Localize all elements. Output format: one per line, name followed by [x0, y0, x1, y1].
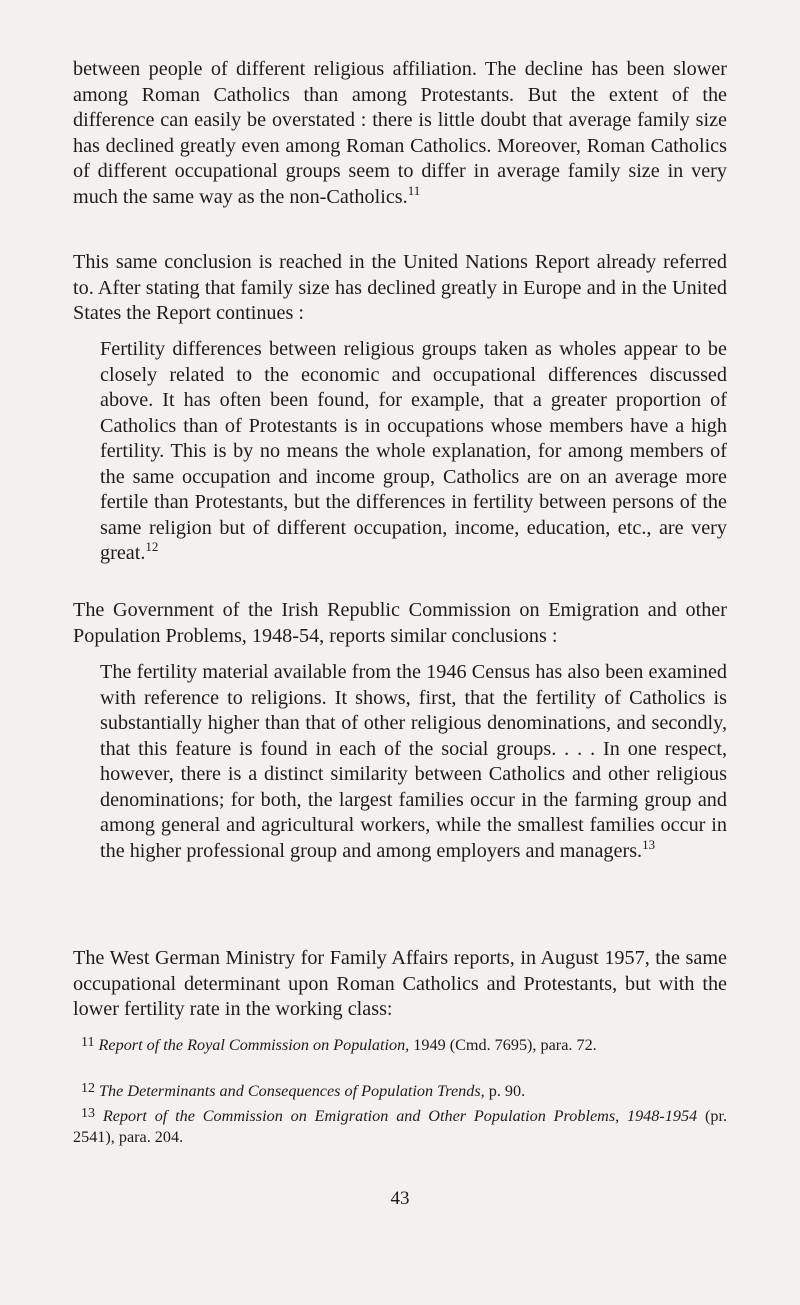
- paragraph-1: between people of different religious affiliation. The decline has been slower among Roman Catholics than among Protestants. But the extent of the difference can easily be overstated : there is little doubt that average family size has declined greatly even among Roman Catholics. Moreover, Roman Catholics of different occupational groups seem to differ in average family size in very much the same way as the non-Catholics.$^{11}$: [73, 58, 727, 208]
- footnote-ref-13: 13: [642, 836, 656, 852]
- paragraph-2: This same conclusion is reached in the United Nations Report already referred to. After stating that family size has declined greatly in Europe and in the United States the Report continues :: [73, 251, 727, 324]
- paragraph-4: The West German Ministry for Family Affairs reports, in August 1957, the same occupational determinant upon Roman Catholics and Protestants, but with the lower fertility rate in the working class:: [73, 947, 727, 1020]
- paragraph-3: The Government of the Irish Republic Commission on Emigration and other Population Problems, 1948-54, reports similar conclusions :: [73, 599, 727, 647]
- footnote-12: 12 The Determinants and Consequences of Population Trends, p. 90.: [81, 1081, 526, 1100]
- page-number: 43: [390, 1188, 410, 1209]
- footnote-ref-11: 11: [407, 182, 421, 198]
- block-quote-un-report: Fertility differences between religious groups taken as wholes appear to be closely related to the economic and occupational differences discussed above. It has often been found, for example, that a greater proportion of Catholics than of Protestants is in occupations whose members have a high fertility. This is by no means the whole explanation, for among members of the same occupation and income group, Catholics are on an average more fertile than Protestants, but the differences in fertility between persons of the same religion but of different occupation, income, education, etc., are very great.$^{12}$: [100, 338, 727, 564]
- block-quote-irish-commission: The fertility material available from the 1946 Census has also been examined with reference to religions. It shows, first, that the fertility of Catholics is substantially higher than that of other religious denominations, and secondly, that this feature is found in each of the social groups. . . . In one respect, however, there is a distinct similarity between Catholics and other religious denominations; for both, the largest families occur in the farming group and among general and agricultural workers, while the smallest families occur in the higher professional group and among employers and managers.$^{13}$: [100, 661, 727, 862]
- footnote-ref-12: 12: [145, 539, 159, 554]
- footnote-13: 13 Report of the Commission on Emigration and Other Population Problems, 1948-1954 (pr. 2541), para. 204.: [73, 1106, 727, 1146]
- footnote-11: 11 Report of the Royal Commission on Population, 1949 (Cmd. 7695), para. 72.: [81, 1035, 597, 1054]
